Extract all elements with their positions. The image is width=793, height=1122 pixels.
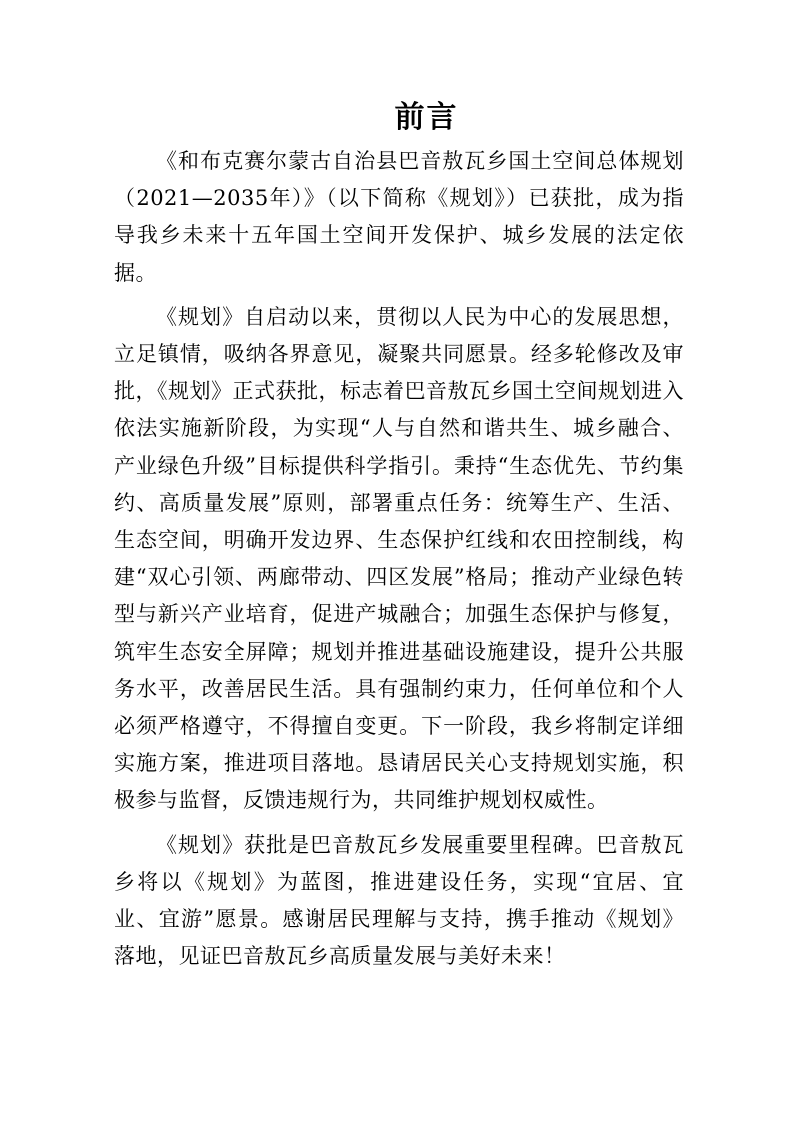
document-body [114,143,684,975]
page-title: 前言 [394,100,459,135]
paragraph-planning-content: 《规划》自启动以来，贯彻以人民为中心的发展思想，立足镇情，吸纳各界意见，凝聚共同愿景。经多轮修改及审批，《规划》正式获批，标志着巴音敖瓦乡国土空间规划进入依法实施新阶段，为实现“人与自然和谐共生、城乡融合、产业绿色升级”目标提供科学指引。秉持“生态优先、节约集约、高质量发展”原则，部署重点任务：统筹生产、生活、生态空间，明确开发边界、生态保护红线和农田控制线，构建“双心引领、两廊带动、四区发展”格局；推动产业绿色转型与新兴产业培育，促进产城融合；加强生态保护与修复，筑牢生态安全屏障；规划并推进基础设施建设，提升公共服务水平，改善居民生活。具有强制约束力，任何单位和个人必须严格遵守，不得擅自变更。下一阶段，我乡将制定详细实施方案，推进项目落地。恳请居民关心支持规划实施，积极参与监督，反馈违规行为，共同维护规划权威性。 [114,304,684,813]
paragraph-approval: 《和布克赛尔蒙古自治县巴音敖瓦乡国土空间总体规划（2021—2035年）》（以下简称《规划》）已获批，成为指导我乡未来十五年国土空间开发保护、城乡发展的法定依据。 [114,149,684,285]
paragraph-closing: 《规划》获批是巴音敖瓦乡发展重要里程碑。巴音敖瓦乡将以《规划》为蓝图，推进建设任务，实现“宜居、宜业、宜游”愿景。感谢居民理解与支持，携手推动《规划》落地，见证巴音敖瓦乡高质量发展与美好未来！ [114,832,684,969]
